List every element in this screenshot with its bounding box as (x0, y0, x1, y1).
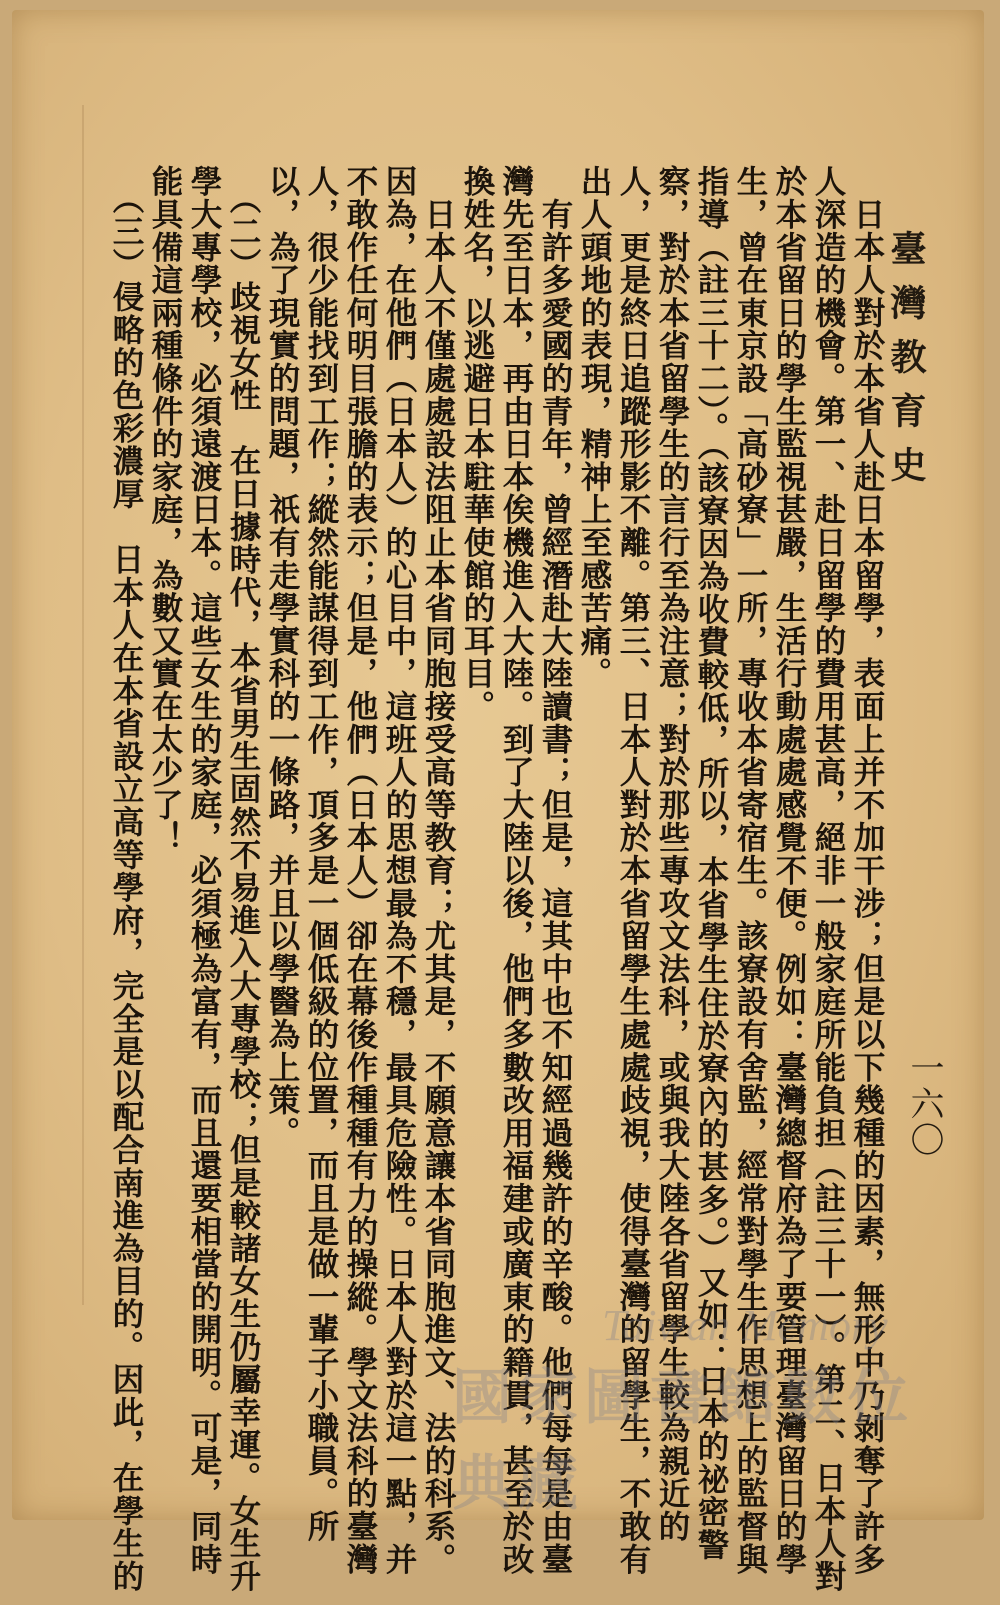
page-number: 一六〇 (904, 1050, 944, 1158)
paragraph-3: 日本人不僅處處設法阻止本省同胞接受高等教育；尤其是，不願意讓本省同胞進文、法的科系。因為，在他們（日本人）的心目中，這班人的思想最為不穩，最具危險性。日本人對於這一點，并不敢作任何明目張膽的表示；但是，他們（日本人）卻在幕後作種種有力的操縱。學文法科的臺灣人，很少能找到工作；縱然能謀得到工作，頂多是一個低級的位置，而且是做一輩子小職員。所以，為了現實的問題，祇有走學實科的一條路，并且以學醫為上策。 (264, 165, 457, 1576)
paragraph-2: 有許多愛國的青年，曾經潛赴大陸讀書；但是，這其中也不知經過幾許的辛酸。他們每每是由臺灣先至日本，再由日本俟機進入大陸。到了大陸以後，他們多數改用福建或廣東的籍貫，甚至於改換姓名，以逃避日本駐華使館的耳目。 (459, 165, 574, 1576)
page-stain (82, 105, 84, 1305)
book-page (12, 10, 984, 1593)
paragraph-5: （三）侵略的色彩濃厚 日本人在本省設立高等學府，完全是以配合南進為目的。因此，在學生的 (108, 165, 145, 1593)
running-header-title: 臺灣教育史 (885, 230, 927, 500)
archive-watermark-logo: Taiwan Memory 國家圖書館數位典藏 (452, 1301, 914, 1519)
paragraph-4: （二）歧視女性 在日據時代，本省男生固然不易進入大專學校；但是較諸女生仍屬幸運。女生升學大專學校，必須遠渡日本。這些女生的家庭，必須極為富有，而且還要相當的開明。可是，同時能具備這兩種條件的家庭，為數又實在太少了！ (147, 165, 262, 1593)
paragraph-1: 日本人對於本省人赴日本留學，表面上并不加干涉；但是以下幾種的因素，無形中乃剝奪了許多人深造的機會。第一、赴日留學的費用甚高，絕非一般家庭所能負担（註三十一）。第二、日本人對於本省留日的學生監視甚嚴，生活行動處處感覺不便。例如：臺灣總督府為了要管理臺灣留日的學生，曾在東京設「高砂寮」一所，專收本省寄宿生。該寮設有舍監，經常對學生作思想上的監督與指導（註三十二）。（該寮因為收費較低，所以，本省學生住於寮內的甚多。）又如：日本的祕密警察，對於本省留學生的言行至為注意；對於那些專攻文法科，或與我大陸各省留學生較為親近的人，更是終日追蹤形影不離。第三、日本人對於本省留學生處處歧視，使得臺灣的留學生，不敢有出人頭地的表現，精神上至感苦痛。 (576, 165, 886, 1593)
